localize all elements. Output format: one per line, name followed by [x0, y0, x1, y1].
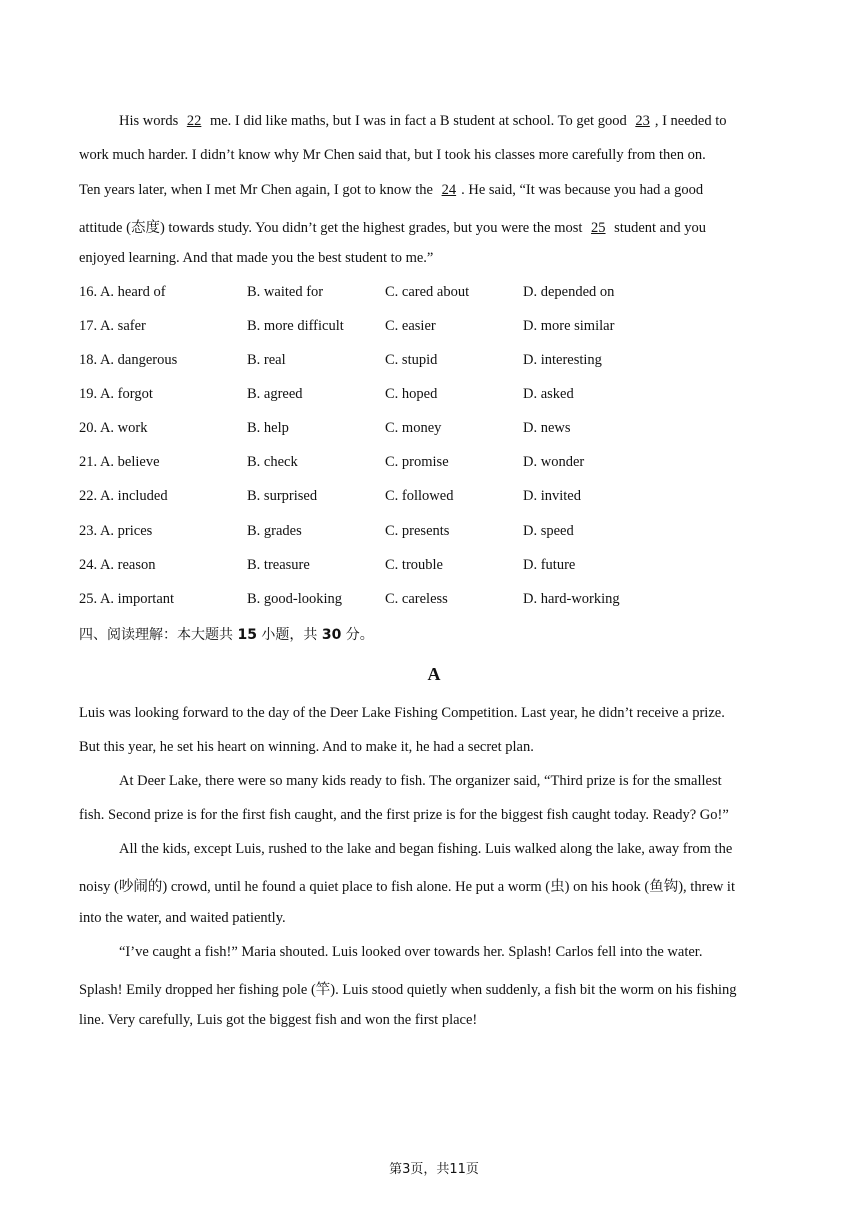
question-row — [79, 420, 839, 440]
passage-line: At Deer Lake, there were so many kids ready to fish. The organizer said, “Third prize is for the smallest — [119, 773, 722, 789]
passage-line: noisy (吵闹的) crowd, until he found a quiet place to fish alone. He put a worm (虫) on his hook (鱼钩), threw it — [79, 879, 735, 895]
option-b: B. real — [247, 352, 286, 368]
option-c: C. presents — [385, 523, 450, 539]
option-a: 16. A. heard of — [79, 284, 166, 300]
question-row — [79, 386, 839, 406]
option-d: D. more similar — [523, 318, 615, 334]
passage-line: enjoyed learning. And that made you the best student to me.” — [79, 250, 434, 266]
option-a: 22. A. included — [79, 488, 168, 504]
option-d: D. invited — [523, 488, 581, 504]
option-a: 20. A. work — [79, 420, 148, 436]
question-row — [79, 488, 839, 508]
question-count: 15 — [237, 627, 257, 643]
text: Ten years later, when I met Mr Chen again, I got to know the — [79, 182, 437, 198]
option-c: C. promise — [385, 454, 449, 470]
text: 四、阅读理解：本大题共 — [79, 627, 238, 643]
option-c: C. followed — [385, 488, 454, 504]
text: attitude (态度) towards study. You didn’t get the highest grades, but you were the most — [79, 220, 587, 236]
passage-line: into the water, and waited patiently. — [79, 910, 286, 926]
option-d: D. interesting — [523, 352, 602, 368]
question-row — [79, 352, 839, 372]
option-d: D. asked — [523, 386, 574, 402]
blank-23: 23 — [635, 113, 650, 129]
passage-line — [79, 182, 703, 199]
text: 分。 — [341, 627, 374, 643]
option-b: B. help — [247, 420, 289, 436]
passage-line: All the kids, except Luis, rushed to the lake and began fishing. Luis walked along the lake, away from the — [119, 841, 733, 857]
passage-line: work much harder. I didn’t know why Mr Chen said that, but I took his classes more carefully from then on. — [79, 147, 706, 163]
passage-line: But this year, he set his heart on winning. And to make it, he had a secret plan. — [79, 739, 534, 755]
text: 小题，共 — [256, 627, 322, 643]
question-row — [79, 591, 839, 611]
passage-line: “I’ve caught a fish!” Maria shouted. Luis looked over towards her. Splash! Carlos fell into the water. — [119, 944, 703, 960]
option-d: D. depended on — [523, 284, 615, 300]
option-b: B. check — [247, 454, 298, 470]
option-b: B. treasure — [247, 557, 310, 573]
passage-line — [79, 216, 706, 237]
passage-title: A — [427, 664, 441, 684]
passage-line — [119, 113, 727, 130]
option-d: D. speed — [523, 523, 574, 539]
option-c: C. money — [385, 420, 442, 436]
passage-line: fish. Second prize is for the first fish caught, and the first prize is for the biggest fish caught today. Ready? Go!” — [79, 807, 729, 823]
passage-line: line. Very carefully, Luis got the biggest fish and won the first place! — [79, 1012, 478, 1028]
question-row — [79, 523, 839, 543]
option-b: B. surprised — [247, 488, 318, 504]
option-b: B. good-looking — [247, 591, 343, 607]
blank-22: 22 — [186, 113, 202, 129]
passage-line: Luis was looking forward to the day of the Deer Lake Fishing Competition. Last year, he didn’t receive a prize. — [79, 705, 725, 721]
option-a: 21. A. believe — [79, 454, 160, 470]
option-c: C. cared about — [385, 284, 470, 300]
text: . He said, “It was because you had a good — [461, 182, 704, 198]
question-row — [79, 454, 839, 474]
blank-24: 24 — [441, 182, 457, 198]
text: student and you — [610, 220, 706, 236]
option-a: 19. A. forgot — [79, 386, 153, 402]
option-d: D. future — [523, 557, 576, 573]
option-b: B. grades — [247, 523, 302, 539]
option-c: C. stupid — [385, 352, 438, 368]
option-c: C. trouble — [385, 557, 443, 573]
text: His words — [119, 113, 182, 129]
passage-line: Splash! Emily dropped her fishing pole (竿). Luis stood quietly when suddenly, a fish bit the worm on his fishing — [79, 982, 737, 998]
option-b: B. agreed — [247, 386, 303, 402]
question-row — [79, 284, 839, 304]
option-a: 17. A. safer — [79, 318, 146, 334]
page-footer: 第3页，共11页 — [389, 1162, 479, 1177]
option-c: C. easier — [385, 318, 436, 334]
option-c: C. careless — [385, 591, 448, 607]
option-c: C. hoped — [385, 386, 438, 402]
option-d: D. news — [523, 420, 571, 436]
blank-25: 25 — [591, 220, 606, 236]
option-d: D. wonder — [523, 454, 585, 470]
text: , I needed to — [654, 113, 727, 129]
text: me. I did like maths, but I was in fact a B student at school. To get good — [206, 113, 631, 129]
option-a: 18. A. dangerous — [79, 352, 178, 368]
score-total: 30 — [321, 627, 342, 643]
option-a: 23. A. prices — [79, 523, 153, 539]
question-row — [79, 318, 839, 338]
question-row — [79, 557, 839, 577]
option-a: 24. A. reason — [79, 557, 156, 573]
section-heading — [79, 624, 374, 644]
option-b: B. more difficult — [247, 318, 344, 334]
option-d: D. hard-working — [523, 591, 620, 607]
option-a: 25. A. important — [79, 591, 175, 607]
option-b: B. waited for — [247, 284, 324, 300]
